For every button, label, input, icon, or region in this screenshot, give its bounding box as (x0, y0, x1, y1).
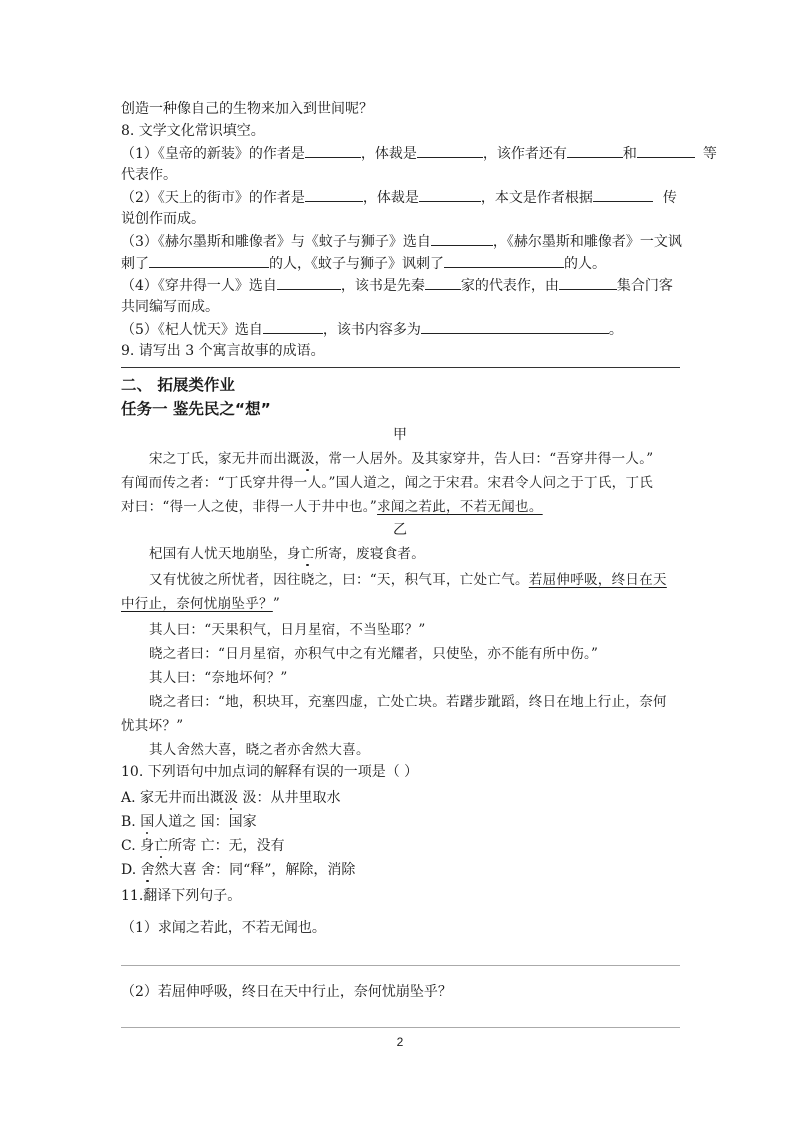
yi-line-9: 其人舍然大喜，晓之者亦舍然大喜。 (149, 742, 370, 758)
text-yi-label: 乙 (393, 522, 407, 538)
q10-option-c[interactable]: C. 身亡所寄 亡：无，没有 (121, 838, 285, 854)
text-jia-label: 甲 (393, 427, 407, 443)
q8-item3-line2: 刺了 的人，《蚊子与狮子》讽刺了 的人。 (121, 253, 606, 274)
answer-blank[interactable] (263, 319, 323, 334)
q11-sentence-2: （2）若屈伸呼吸，终日在天中行止，奈何忧崩坠乎？ (121, 984, 452, 1000)
q10-option-a[interactable]: A. 家无井而出溉汲 汲：从井里取水 (121, 790, 341, 806)
section-divider (121, 367, 680, 368)
underlined-sentence: 求闻之若此，不若无闻也。 (377, 499, 543, 515)
q10-stem: 10. 下列语句中加点词的解释有误的一项是（ ） (121, 764, 419, 780)
answer-blank[interactable] (559, 275, 617, 290)
answer-blank[interactable] (417, 143, 483, 158)
answer-blank[interactable] (425, 275, 461, 290)
answer-blank[interactable] (305, 187, 363, 202)
yi-line-4: 其人曰：“天果积气，日月星宿，不当坠耶？” (149, 622, 426, 638)
jia-line-2: 有闻而传之者：“丁氏穿井得一人。”国人道之，闻之于宋君。宋君令人问之于丁氏，丁氏 (121, 475, 654, 491)
q10-option-d[interactable]: D. 舍然大喜 舍：同“释”，解除，消除 (121, 862, 356, 878)
q8-item5: （5）《杞人忧天》选自 ，该书内容多为 。 (121, 319, 623, 340)
q11-stem: 11.翻译下列句子。 (121, 888, 242, 904)
jia-line-3: 对曰：“得一人之使，非得一人于井中也。”求闻之若此，不若无闻也。 (121, 499, 543, 515)
answer-line[interactable] (121, 965, 680, 966)
emphasis-dot-char: 亡 (300, 546, 315, 562)
yi-line-7: 晓之者曰：“地，积块耳，充塞四虚，亡处亡块。若躇步跐蹈，终日在地上行止，奈何 (149, 694, 667, 710)
page-number: 2 (396, 1035, 404, 1049)
answer-blank[interactable] (419, 187, 481, 202)
answer-blank[interactable] (567, 143, 623, 158)
answer-blank[interactable] (305, 143, 361, 158)
q8-item2-line2: 说创作而成。 (121, 211, 205, 227)
intro-tail: 创造一种像自己的生物来加入到世间呢？ (121, 101, 373, 117)
underlined-sentence: 若屈伸呼吸，终日在天 (528, 572, 667, 588)
answer-blank[interactable] (421, 319, 609, 334)
answer-blank[interactable] (637, 143, 695, 158)
q10-option-b[interactable]: B. 国人道之 国：国家 (121, 814, 257, 830)
answer-blank[interactable] (444, 253, 564, 268)
q8-item1-line1: （1）《皇帝的新装》的作者是 ，体裁是 ，该作者还有 和 等 (121, 143, 717, 164)
yi-line-6: 其人曰：“奈地坏何？” (149, 670, 288, 686)
emphasis-dot-char: 汲 (300, 451, 315, 467)
q8-item2-line1: （2）《天上的街市》的作者是 ，体裁是 ，本文是作者根据 传 (121, 187, 677, 208)
emphasis-dot-char: 汲 (224, 790, 239, 806)
answer-line[interactable] (121, 1027, 680, 1028)
yi-line-5: 晓之者曰：“日月星宿，亦积气中之有光耀者，只使坠，亦不能有所中伤。” (149, 646, 599, 662)
answer-blank[interactable] (593, 187, 653, 202)
q8-item4-line2: 共同编写而成。 (121, 299, 219, 315)
section-heading: 二、 拓展类作业 (121, 376, 235, 394)
underlined-sentence: 中行止，奈何忧崩坠乎？ (121, 596, 273, 612)
yi-line-3: 中行止，奈何忧崩坠乎？” (121, 596, 281, 612)
answer-blank[interactable] (277, 275, 341, 290)
yi-line-2: 又有忧彼之所忧者，因往晓之，曰：“天，积气耳，亡处亡气。若屈伸呼吸，终日在天 (149, 572, 667, 588)
q8-item4-line1: （4）《穿井得一人》选自 ，该书是先秦 家的代表作，由 集合门客 (121, 275, 673, 296)
q8-item3-line1: （3）《赫尔墨斯和雕像者》与《蚊子与狮子》选自 ，《赫尔墨斯和雕像者》一文讽 (121, 231, 682, 252)
answer-blank[interactable] (431, 231, 493, 246)
yi-line-1: 杞国有人忧天地崩坠，身亡所寄，废寝食者。 (149, 546, 426, 562)
yi-line-8: 忧其坏？” (121, 718, 184, 734)
emphasis-dot-char: 舍 (140, 862, 155, 878)
emphasis-dot-char: 亡 (154, 838, 169, 854)
task-heading: 任务一 鉴先民之“想” (121, 400, 271, 418)
jia-line-1: 宋之丁氏，家无井而出溉汲，常一人居外。及其家穿井，告人曰：“吾穿井得一人。” (149, 451, 654, 467)
q9-prompt: 9. 请写出 3 个寓言故事的成语。 (121, 343, 325, 359)
q8-title: 8. 文学文化常识填空。 (121, 123, 265, 139)
answer-blank[interactable] (149, 253, 269, 268)
q11-sentence-1: （1）求闻之若此，不若无闻也。 (121, 920, 326, 936)
q8-item1-line2: 代表作。 (121, 167, 177, 183)
emphasis-dot-char: 国 (140, 814, 155, 830)
